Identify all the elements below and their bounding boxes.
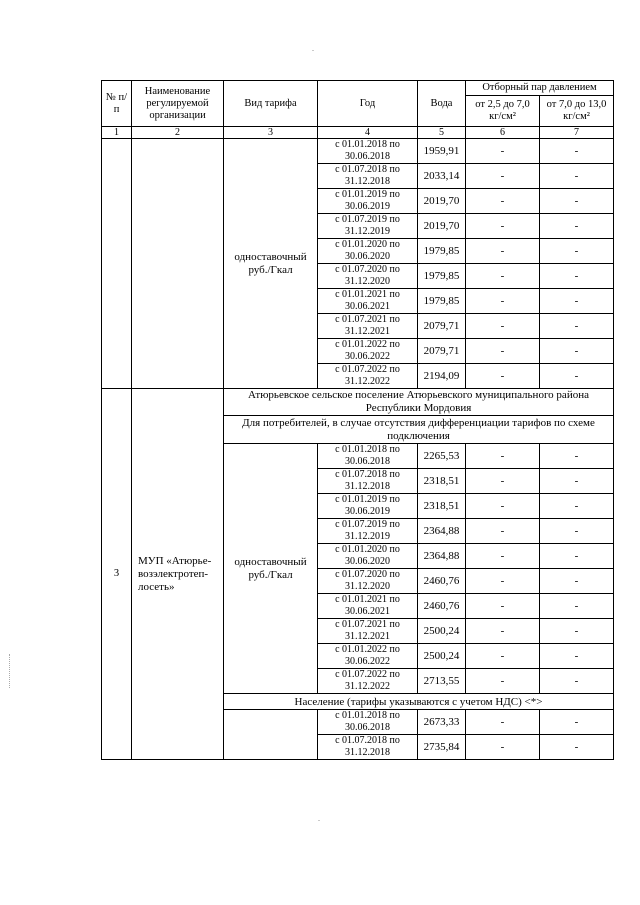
water-value: 1959,91 <box>418 139 466 164</box>
water-value: 1979,85 <box>418 264 466 289</box>
period-cell: с 01.01.2022 по 30.06.2022 <box>318 644 418 669</box>
steam-low-value: - <box>466 314 540 339</box>
water-value: 2500,24 <box>418 619 466 644</box>
steam-high-value: - <box>540 164 614 189</box>
steam-high-value: - <box>540 544 614 569</box>
water-value: 2713,55 <box>418 669 466 694</box>
period-cell: с 01.07.2020 по 31.12.2020 <box>318 264 418 289</box>
steam-low-value: - <box>466 469 540 494</box>
steam-high-value: - <box>540 239 614 264</box>
water-value: 2019,70 <box>418 189 466 214</box>
block1-body <box>102 139 614 389</box>
water-value: 2079,71 <box>418 339 466 364</box>
steam-high-value: - <box>540 569 614 594</box>
steam-low-value: - <box>466 569 540 594</box>
water-value: 2364,88 <box>418 519 466 544</box>
steam-low-value: - <box>466 339 540 364</box>
water-value: 2460,76 <box>418 569 466 594</box>
steam-low-value: - <box>466 444 540 469</box>
population-title: Население (тарифы указываются с учетом НДС) <*> <box>224 694 614 710</box>
header-water: Вода <box>418 81 466 127</box>
steam-low-value: - <box>466 214 540 239</box>
steam-low-value: - <box>466 139 540 164</box>
col-number: 3 <box>224 127 318 139</box>
block2-org-name: МУП «Атюрье-возэлектротеп-лосеть» <box>132 389 224 760</box>
period-cell: с 01.01.2021 по 30.06.2021 <box>318 594 418 619</box>
water-value: 2673,33 <box>418 710 466 735</box>
period-cell: с 01.07.2019 по 31.12.2019 <box>318 214 418 239</box>
period-cell: с 01.01.2018 по 30.06.2018 <box>318 139 418 164</box>
steam-low-value: - <box>466 264 540 289</box>
period-cell: с 01.07.2021 по 31.12.2021 <box>318 314 418 339</box>
water-value: 2033,14 <box>418 164 466 189</box>
steam-high-value: - <box>540 494 614 519</box>
water-value: 2500,24 <box>418 644 466 669</box>
steam-low-value: - <box>466 364 540 389</box>
scan-mark-top: . <box>312 44 314 53</box>
period-cell: с 01.07.2018 по 31.12.2018 <box>318 164 418 189</box>
consumers-title: Для потребителей, в случае отсутствия дифференциации тарифов по схеме подключения <box>224 416 614 444</box>
steam-low-value: - <box>466 544 540 569</box>
header-tariff-type: Вид тарифа <box>224 81 318 127</box>
steam-high-value: - <box>540 214 614 239</box>
steam-high-value: - <box>540 619 614 644</box>
water-value: 2318,51 <box>418 469 466 494</box>
col-number: 4 <box>318 127 418 139</box>
steam-high-value: - <box>540 469 614 494</box>
block1-num-cell <box>102 139 132 389</box>
header-org: Наименование регулируемой организации <box>132 81 224 127</box>
period-cell: с 01.01.2022 по 30.06.2022 <box>318 339 418 364</box>
steam-low-value: - <box>466 710 540 735</box>
steam-high-value: - <box>540 444 614 469</box>
settlement-title: Атюрьевское сельское поселение Атюрьевского муниципального района Республики Мордовия <box>224 389 614 416</box>
population-tariff-type-cell <box>224 710 318 760</box>
header-steam-high: от 7,0 до 13,0 кг/см² <box>540 96 614 127</box>
period-cell: с 01.07.2018 по 31.12.2018 <box>318 469 418 494</box>
water-value: 2079,71 <box>418 314 466 339</box>
steam-low-value: - <box>466 519 540 544</box>
steam-high-value: - <box>540 364 614 389</box>
steam-high-value: - <box>540 594 614 619</box>
block1-tariff-type: одноставочный руб./Гкал <box>224 139 318 389</box>
column-numbers-row <box>102 127 614 139</box>
water-value: 2735,84 <box>418 735 466 760</box>
water-value: 2019,70 <box>418 214 466 239</box>
steam-high-value: - <box>540 644 614 669</box>
header-num: № п/п <box>102 81 132 127</box>
steam-high-value: - <box>540 189 614 214</box>
period-cell: с 01.01.2021 по 30.06.2021 <box>318 289 418 314</box>
period-cell: с 01.07.2022 по 31.12.2022 <box>318 669 418 694</box>
steam-high-value: - <box>540 735 614 760</box>
period-cell: с 01.01.2019 по 30.06.2019 <box>318 494 418 519</box>
period-cell: с 01.07.2019 по 31.12.2019 <box>318 519 418 544</box>
block2-tariff-type: одноставочный руб./Гкал <box>224 444 318 694</box>
steam-high-value: - <box>540 314 614 339</box>
block2-num: 3 <box>102 389 132 760</box>
steam-low-value: - <box>466 619 540 644</box>
period-cell: с 01.01.2020 по 30.06.2020 <box>318 239 418 264</box>
col-number: 5 <box>418 127 466 139</box>
scan-mark-left <box>9 654 12 688</box>
block2-body <box>102 389 614 760</box>
steam-high-value: - <box>540 264 614 289</box>
header-steam-low: от 2,5 до 7,0 кг/см² <box>466 96 540 127</box>
header-steam: Отборный пар давлением <box>466 81 614 96</box>
steam-low-value: - <box>466 644 540 669</box>
header-year: Год <box>318 81 418 127</box>
steam-high-value: - <box>540 139 614 164</box>
steam-low-value: - <box>466 494 540 519</box>
col-number: 7 <box>540 127 614 139</box>
water-value: 2318,51 <box>418 494 466 519</box>
period-cell: с 01.01.2019 по 30.06.2019 <box>318 189 418 214</box>
period-cell: с 01.01.2020 по 30.06.2020 <box>318 544 418 569</box>
period-cell: с 01.07.2022 по 31.12.2022 <box>318 364 418 389</box>
water-value: 2460,76 <box>418 594 466 619</box>
tariff-table <box>101 80 614 760</box>
col-number: 1 <box>102 127 132 139</box>
period-cell: с 01.01.2018 по 30.06.2018 <box>318 444 418 469</box>
period-cell: с 01.07.2020 по 31.12.2020 <box>318 569 418 594</box>
steam-low-value: - <box>466 164 540 189</box>
scan-mark-bottom: . <box>318 814 320 823</box>
period-cell: с 01.07.2018 по 31.12.2018 <box>318 735 418 760</box>
steam-high-value: - <box>540 710 614 735</box>
water-value: 1979,85 <box>418 239 466 264</box>
block1-org-cell <box>132 139 224 389</box>
col-number: 2 <box>132 127 224 139</box>
steam-high-value: - <box>540 289 614 314</box>
steam-low-value: - <box>466 669 540 694</box>
steam-high-value: - <box>540 669 614 694</box>
water-value: 2265,53 <box>418 444 466 469</box>
steam-low-value: - <box>466 735 540 760</box>
steam-high-value: - <box>540 339 614 364</box>
period-cell: с 01.01.2018 по 30.06.2018 <box>318 710 418 735</box>
water-value: 2364,88 <box>418 544 466 569</box>
steam-low-value: - <box>466 594 540 619</box>
water-value: 1979,85 <box>418 289 466 314</box>
period-cell: с 01.07.2021 по 31.12.2021 <box>318 619 418 644</box>
steam-low-value: - <box>466 239 540 264</box>
steam-low-value: - <box>466 189 540 214</box>
col-number: 6 <box>466 127 540 139</box>
steam-low-value: - <box>466 289 540 314</box>
water-value: 2194,09 <box>418 364 466 389</box>
steam-high-value: - <box>540 519 614 544</box>
